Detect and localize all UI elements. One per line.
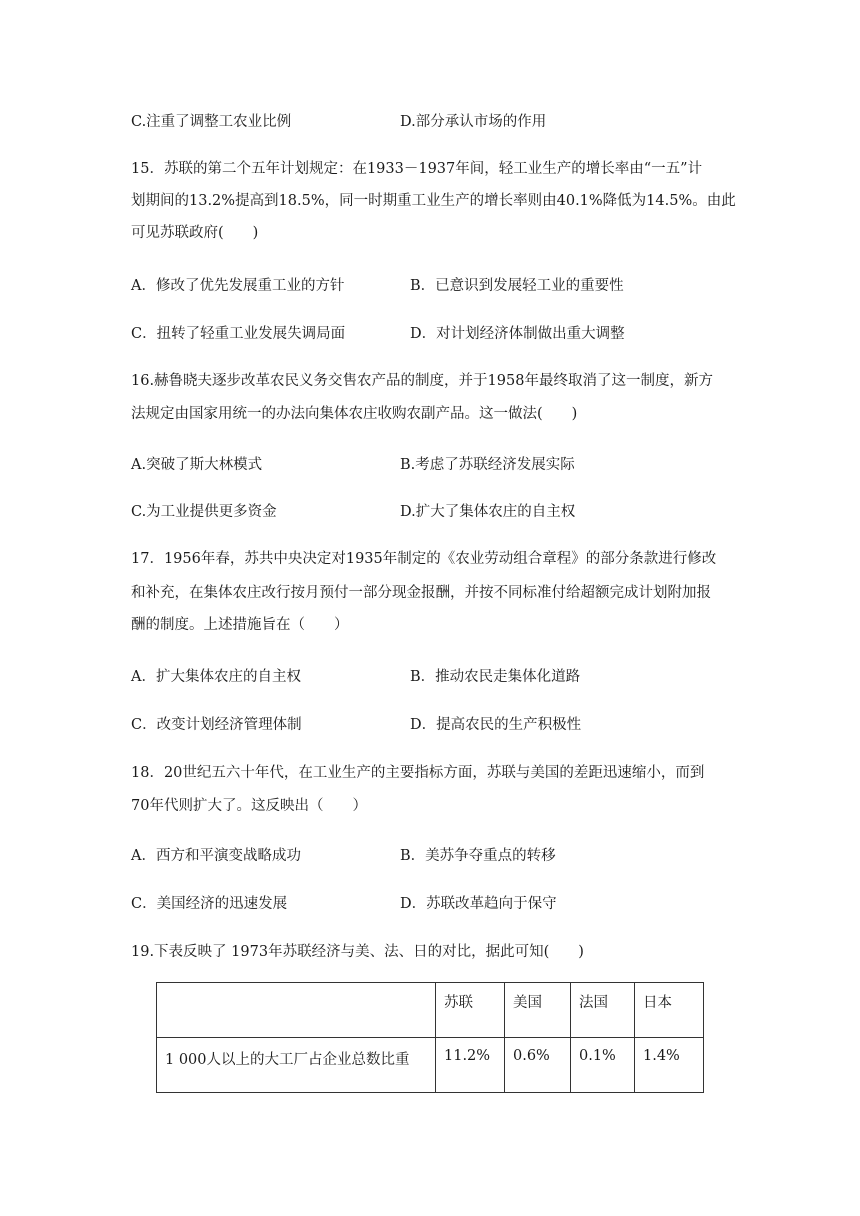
q17-option-d: D．提高农民的生产积极性 xyxy=(410,717,582,733)
q15-option-c: C．扭转了轻重工业发展失调局面 xyxy=(131,326,346,342)
q18-option-c: C．美国经济的迅速发展 xyxy=(131,896,288,912)
q17-option-b: B．推动农民走集体化道路 xyxy=(410,669,581,685)
q14-option-c: C.注重了调整工农业比例 xyxy=(131,114,292,130)
table-header-cell: 美国 xyxy=(505,983,571,1038)
q16-stem-line-1: 16.赫鲁晓夫逐步改革农民义务交售农产品的制度，并于1958年最终取消了这一制度，新方 xyxy=(131,373,713,389)
table-header-cell: 苏联 xyxy=(436,983,505,1038)
q16-option-d: D.扩大了集体农庄的自主权 xyxy=(400,504,576,520)
q19-stem: 19.下表反映了 1973年苏联经济与美、法、日的对比，据此可知( ) xyxy=(131,944,584,960)
table-header-row xyxy=(157,983,704,1038)
q18-stem-line-1: 18．20世纪五六十年代，在工业生产的主要指标方面，苏联与美国的差距迅速缩小，而到 xyxy=(131,765,705,781)
q18-option-b: B．美苏争夺重点的转移 xyxy=(400,848,556,864)
table-cell: 0.1% xyxy=(571,1038,635,1093)
q15-stem-line-1: 15．苏联的第二个五年计划规定：在1933－1937年间，轻工业生产的增长率由“一五”计 xyxy=(131,161,703,177)
q17-option-c: C．改变计划经济管理体制 xyxy=(131,717,302,733)
q16-option-a: A.突破了斯大林模式 xyxy=(131,457,263,473)
table-header-cell xyxy=(157,983,436,1038)
q17-stem-line-2: 和补充，在集体农庄改行按月预付一部分现金报酬，并按不同标准付给超额完成计划附加报 xyxy=(131,585,711,601)
q15-stem-line-2: 划期间的13.2%提高到18.5%，同一时期重工业生产的增长率则由40.1%降低为14.5%。由此 xyxy=(131,193,736,209)
table-cell: 0.6% xyxy=(505,1038,571,1093)
q15-option-a: A．修改了优先发展重工业的方针 xyxy=(131,278,345,294)
q16-option-b: B.考虑了苏联经济发展实际 xyxy=(400,457,575,473)
q17-stem-line-3: 酬的制度。上述措施旨在（ ） xyxy=(131,617,349,633)
table-header-cell: 法国 xyxy=(571,983,635,1038)
q17-stem-line-1: 17．1956年春，苏共中央决定对1935年制定的《农业劳动组合章程》的部分条款进行修改 xyxy=(131,551,717,567)
q16-stem-line-2: 法规定由国家用统一的办法向集体农庄收购农副产品。这一做法( ) xyxy=(131,406,578,422)
q14-option-d: D.部分承认市场的作用 xyxy=(400,114,547,130)
q15-option-b: B．已意识到发展轻工业的重要性 xyxy=(410,278,624,294)
q15-option-d: D．对计划经济体制做出重大调整 xyxy=(410,326,625,342)
q15-stem-line-3: 可见苏联政府( ) xyxy=(131,225,259,241)
table-header-cell: 日本 xyxy=(635,983,704,1038)
q18-stem-line-2: 70年代则扩大了。这反映出（ ） xyxy=(131,798,367,814)
table-cell: 1.4% xyxy=(635,1038,704,1093)
table-cell: 11.2% xyxy=(436,1038,505,1093)
table-cell: 1 000人以上的大工厂占企业总数比重 xyxy=(157,1038,436,1093)
q18-option-d: D．苏联改革趋向于保守 xyxy=(400,896,557,912)
table-row xyxy=(157,1038,704,1093)
comparison-table xyxy=(156,982,704,1093)
q17-option-a: A．扩大集体农庄的自主权 xyxy=(131,669,301,685)
q18-option-a: A．西方和平演变战略成功 xyxy=(131,848,301,864)
q16-option-c: C.为工业提供更多资金 xyxy=(131,504,277,520)
